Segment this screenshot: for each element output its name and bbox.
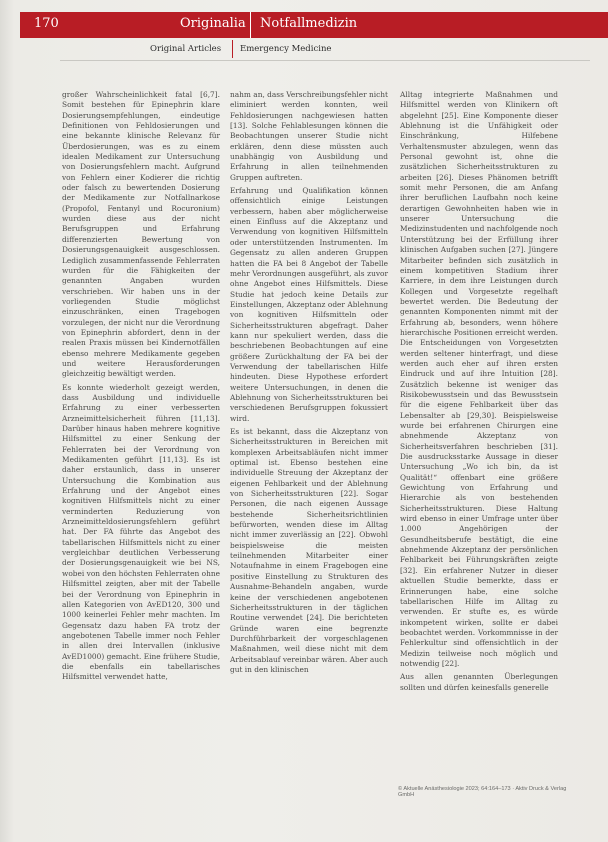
page-footer: © Aktuelle Anästhesiologie 2023; 64:164–173 · Aktiv Druck & Verlag GmbH	[398, 786, 567, 798]
paragraph: großer Wahrscheinlichkeit fatal [6,7]. Somit bestehen für Epinephrin klare Dosierungsempfehlungen, eindeutige Definitionen von Fehldosierungen und eine bekannte klinische Relevanz für Überdosierungen, was es zu einem idealen Medikament zur Untersuchung von Dosierungsfehlern macht. Aufgrund von Fehlern einer Kodierer die richtig oder falsch zu bewertenden Dosierung der Medikamente zur Notfallnarkose (Propofol, Fentanyl und Rocuronium) wurden diese aus der nicht Berufsgruppen und Erfahrung differenzierten Bewertung von Dosierungsgenauigkeit ausgeschlossen. Lediglich zusammenfassende Fehlerraten wurden für die Fähigkeiten der genannten Angaben wurden verschrieben. Wir haben uns in der vorliegenden Studie möglichst einzuschränken, einen Tragebogen vorzulegen, der nicht nur die Verordnung von Epinephrin abfordert, denn in der realen Praxis müssen bei Kindernotfällen ebenso mehrere Medikamente gegeben und weitere Herausforderungen gleichzeitig bewältigt werden.	[62, 90, 220, 379]
section-title-right: Notfallmedizin	[260, 16, 358, 31]
header-divider	[250, 12, 251, 38]
page-number: 170	[34, 16, 59, 31]
text-column-1	[62, 90, 220, 686]
subtitle-right: Emergency Medicine	[240, 44, 332, 54]
paragraph: Alltag integrierte Maßnahmen und Hilfsmittel werden von Klinikern oft abgelehnt [25]. Eine Komponente dieser Ablehnung ist die Unfähigkeit oder Einschränkung, Hilfebene Verhaltensmuster abzulegen, wenn das Personal gewohnt ist, ohne die zusätzlichen Sicherheitsstrukturen zu arbeiten [26]. Dieses Phänomen betrifft somit mehr Personen, die am Anfang ihrer beruflichen Laufbahn noch keine derartigen Gewohnheiten haben wie in unserer Untersuchung die Medizinstudenten und nachfolgende noch Unterstützung bei der Erfüllung ihrer klinischen Aufgaben suchen [27]. Jüngere Mitarbeiter befinden sich zusätzlich in einem kompetitiven Stadium ihrer Karriere, in dem ihre Leistungen durch Kollegen und Vorgesetzte regelhaft bewertet werden. Die Bedeutung der genannten Komponenten nimmt mit der Erfahrung ab, besonders, wenn höhere hierarchische Positionen erreicht werden. Die Entscheidungen von Vorgesetzten werden seltener hinterfragt, und diese werden auch eher auf ihren ersten Eindruck und auf ihre Intuition [28]. Zusätzlich bekenne ist weniger das Risikobewusstsein und das Bewusstsein für die eigene Fehlbarkeit über das Lebensalter ab [29,30]. Beispielsweise wurde bei erfahrenen Chirurgen eine abnehmende Akzeptanz von Sicherheitsverfahren beschrieben [31]. Die ausdrucksstarke Aussage in dieser Untersuchung „Wo ich bin, da ist Qualität!“ offenbart eine größere Gewichtung von Erfahrung und Hierarchie als von bestehenden Sicherheitsstrukturen. Diese Haltung wird ebenso in einer Umfrage unter über 1.000 Angehörigen der Gesundheitsberufe bestätigt, die eine abnehmende Akzeptanz der persönlichen Fehlbarkeit bei Führungskräften zeigte [32]. Ein erfahrener Nutzer in dieser aktuellen Studie bemerkte, dass er Erinnerungen habe, eine solche tabellarischen Hilfe im Alltag zu verwenden. Er stufte es, es würde inkompetent wirken, sollte er dabei beobachtet werden. Vorkommnisse in der Fehlerkultur sind offensichtlich in der Medizin teilweise noch möglich und notwendig [22].	[400, 90, 558, 668]
section-title-left: Originalia	[180, 16, 246, 31]
paragraph: nahm an, dass Verschreibungsfehler nicht eliminiert werden konnten, weil Fehldosierungen nachgewiesen hatten [13]. Solche Fehlablesungen können die Beobachtungen unserer Studie nicht erklären, denn diese müssten auch unabhängig von Ausbildung und Erfahrung in allen teilnehmenden Gruppen auftreten.	[230, 90, 389, 182]
header-rule	[60, 60, 590, 61]
header-band	[20, 12, 608, 38]
text-column-2	[230, 90, 388, 678]
text-column-3	[400, 90, 558, 696]
paragraph: Es konnte wiederholt gezeigt werden, dass Ausbildung und individuelle Erfahrung zu einer verbesserten Arzneimittelsicherheit führen [11,13]. Darüber hinaus haben mehrere kognitive Hilfsmittel zu einer Senkung der Fehlerraten bei der Verordnung von Medikamenten geführt [11,13]. Es ist daher erstaunlich, dass in unserer Untersuchung die Kombination aus Erfahrung und der Angebot eines kognitiven Hilfsmittels nicht zu einer verminderten Reduzierung von Arzneimitteldosierungsfehlern geführt hat. Der FA führte das Angebot des tabellarischen Hilfsmittels nicht zu einer vergleichbar deutlichen Verbesserung der Dosierungsgenauigkeit wie bei NS, wobei von den höchsten Fehlerraten ohne Hilfsmittel zeigten, aber mit der Tabelle bei der Verordnung von Epinephrin in allen Kategorien von AvED120, 300 und 1000 keinerlei Fehler mehr machten. Im Gegensatz dazu haben FA trotz der angebotenen Tabelle immer noch Fehler in allen drei Intervallen (inklusive AvED1000) gemacht. Eine frühere Studie, die ebenfalls ein tabellarisches Hilfsmittel verwendet hatte,	[62, 382, 220, 682]
paragraph: Es ist bekannt, dass die Akzeptanz von Sicherheitsstrukturen in Bereichen mit komplexen Arbeitsabläufen nicht immer optimal ist. Ebenso bestehen eine individuelle Streuung der Akzeptanz der eigenen Fehlbarkeit und der Ablehnung von Sicherheitsstrukturen [22]. Sogar Personen, die nach eigenen Aussage bestehende Sicherheitsrichtlinien befürworten, wenden diese im Alltag nicht immer zuverlässig an [22]. Obwohl beispielsweise die meisten teilnehmenden Mitarbeiter einer Notaufnahme in einem Fragebogen eine positive Einstellung zu Strukturen des Ausnahme-Behandeln angaben, wurde keine der verschiedenen angebotenen Sicherheitsstrukturen in der täglichen Routine verwendet [24]. Die berichteten Gründe waren eine begrenzte Durchführbarkeit der vorgeschlagenen Maßnahmen, weil diese nicht mit dem Arbeitsablauf vereinbar wären. Aber auch gut in den klinischen	[230, 427, 388, 674]
paragraph: Erfahrung und Qualifikation können offensichtlich einige Leistungen verbessern, haben aber möglicherweise einen Einfluss auf die Akzeptanz und Verwendung von kognitiven Hilfsmitteln oder unterstützenden Instrumenten. Im Gegensatz zu allen anderen Gruppen hatten die FA bei 8 Angebot der Tabelle mehr Verordnungen ausgeführt, als zuvor ohne Angebot eines Hilfsmittels. Diese Studie hat jedoch keine Details zur Einstellungen, Akzeptanz oder Ablehnung von kognitiven Hilfsmitteln oder Sicherheitsstrukturen abgefragt. Daher kann nur spekuliert werden, dass die beschriebenen Beobachtungen auf eine größere Zurückhaltung der FA bei der Verwendung der tabellarischen Hilfe hindeuten. Diese Hypothese erfordert weitere Untersuchungen, in denen die Ablehnung von Sicherheitsstrukturen bei verschiedenen Berufsgruppen fokussiert wird.	[230, 186, 388, 423]
paragraph: Aus allen genannten Überlegungen sollten und dürfen keinesfalls generelle	[400, 672, 558, 692]
subtitle-divider	[232, 40, 233, 58]
subtitle-left: Original Articles	[150, 44, 222, 54]
